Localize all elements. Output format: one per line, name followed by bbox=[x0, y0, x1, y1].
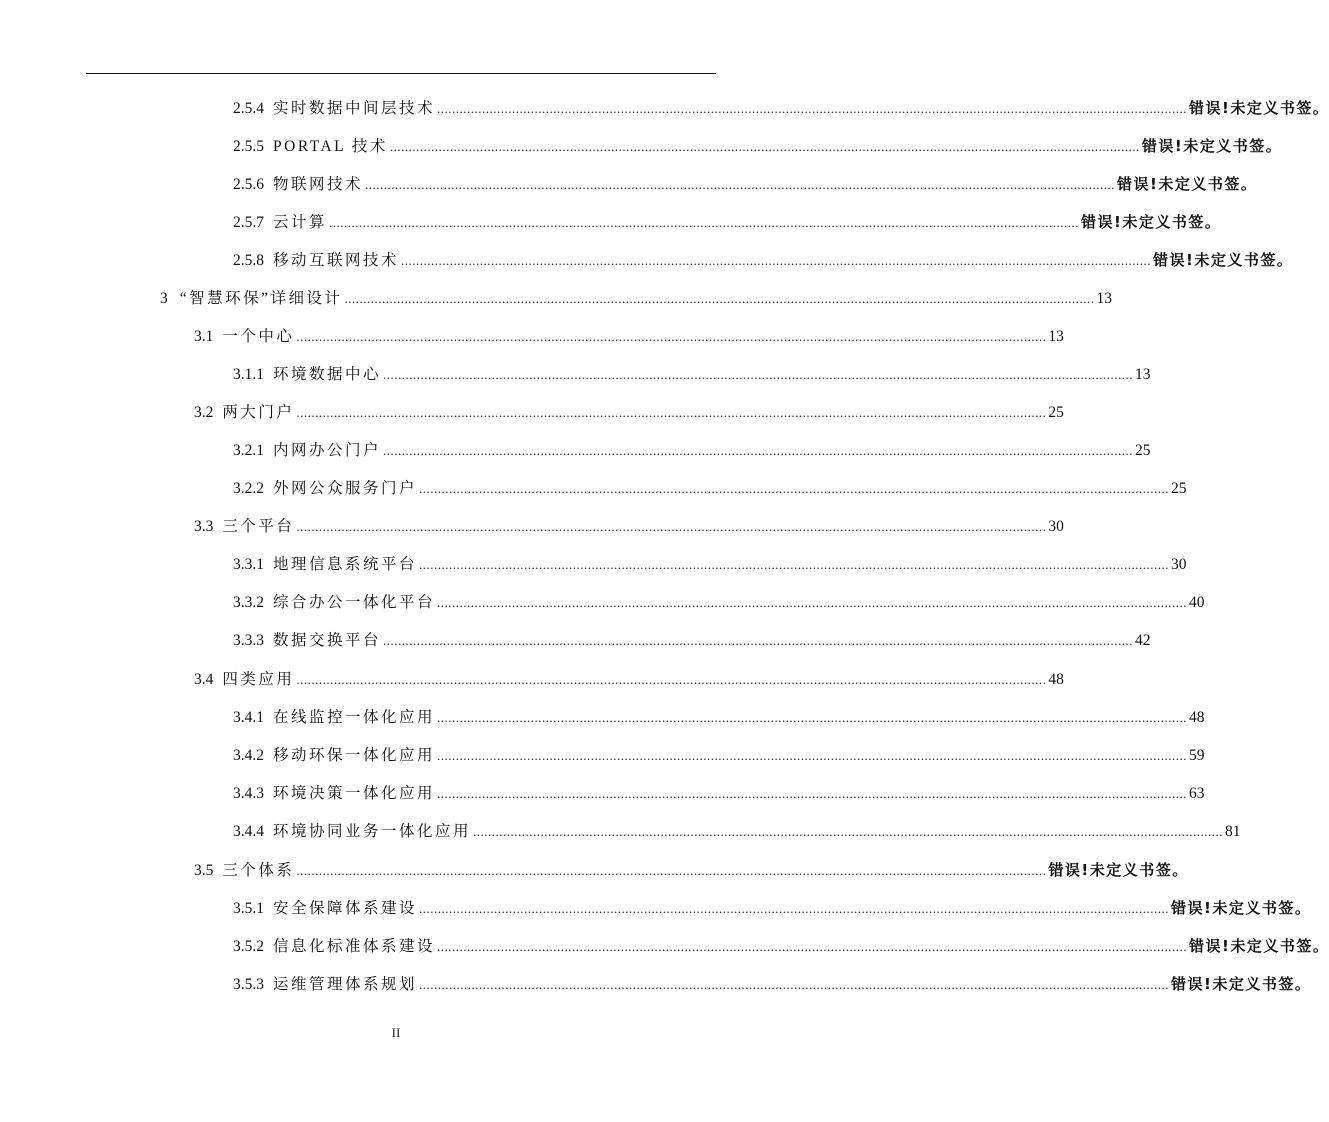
toc-entry-number: 3.3.3 bbox=[233, 632, 264, 650]
toc-entry-page: 25 bbox=[1171, 480, 1187, 497]
toc-entry-number: 2.5.6 bbox=[233, 176, 264, 194]
toc-dot-leader: ........................................................................................................................................................................................................ bbox=[296, 404, 1047, 420]
toc-entry[interactable] bbox=[233, 782, 1205, 806]
toc-entry-title: “智慧环保”详细设计 bbox=[179, 289, 343, 307]
toc-entry[interactable] bbox=[233, 134, 1283, 158]
toc-entry[interactable] bbox=[233, 972, 1312, 996]
toc-dot-leader: ........................................................................................................................................................................................................ bbox=[437, 101, 1188, 116]
toc-entry-number: 2.5.5 bbox=[233, 138, 264, 156]
toc-entry-title: 物联网技术 bbox=[273, 176, 364, 194]
toc-dot-leader: ........................................................................................................................................................................................................ bbox=[437, 785, 1188, 801]
toc-entry-title: 信息化标准体系建设 bbox=[273, 938, 436, 956]
toc-entry-bookmark-error: 错误!未定义书签。 bbox=[1153, 251, 1294, 270]
toc-entry-title: 实时数据中间层技术 bbox=[273, 100, 436, 117]
toc-entry-title: 三个平台 bbox=[222, 518, 295, 536]
toc-entry-page: 25 bbox=[1048, 403, 1064, 421]
toc-entry-bookmark-error: 错误!未定义书签。 bbox=[1189, 99, 1329, 117]
toc-entry-bookmark-error: 错误!未定义书签。 bbox=[1189, 937, 1329, 956]
toc-entry[interactable] bbox=[194, 858, 1189, 882]
toc-entry[interactable] bbox=[233, 477, 1187, 501]
toc-entry-title: 云计算 bbox=[273, 214, 328, 232]
toc-entry-number: 2.5.8 bbox=[233, 252, 264, 270]
toc-entry-title: 环境数据中心 bbox=[273, 365, 382, 383]
toc-entry[interactable] bbox=[194, 515, 1064, 539]
toc-entry[interactable] bbox=[233, 96, 1329, 120]
toc-entry-number: 3.5.1 bbox=[233, 900, 264, 918]
toc-entry[interactable] bbox=[233, 820, 1241, 844]
toc-entry-number: 3.2.1 bbox=[233, 441, 264, 459]
toc-entry-page: 63 bbox=[1189, 784, 1205, 802]
toc-dot-leader: ........................................................................................................................................................................................................ bbox=[296, 519, 1047, 535]
header-rule bbox=[86, 73, 716, 74]
toc-entry-number: 3.4.3 bbox=[233, 784, 264, 802]
toc-entry-title: 数据交换平台 bbox=[273, 632, 382, 650]
toc-entry-title: 运维管理体系规划 bbox=[273, 976, 418, 994]
toc-entry-number: 3.4.4 bbox=[233, 822, 264, 840]
toc-dot-leader: ........................................................................................................................................................................................................ bbox=[437, 939, 1188, 955]
toc-entry-title: 移动环保一体化应用 bbox=[273, 746, 436, 764]
toc-entry[interactable] bbox=[233, 706, 1205, 730]
toc-entry-page: 42 bbox=[1135, 632, 1151, 650]
toc-entry-bookmark-error: 错误!未定义书签。 bbox=[1171, 899, 1312, 918]
toc-entry-bookmark-error: 错误!未定义书签。 bbox=[1081, 213, 1222, 232]
toc-entry-title: 三个体系 bbox=[222, 862, 295, 879]
toc-dot-leader: ........................................................................................................................................................................................................ bbox=[473, 823, 1224, 839]
toc-entry-bookmark-error: 错误!未定义书签。 bbox=[1117, 175, 1258, 194]
toc-entry[interactable] bbox=[233, 439, 1151, 463]
toc-entry[interactable] bbox=[160, 287, 1113, 311]
toc-entry-number: 3.1.1 bbox=[233, 365, 264, 383]
toc-entry-title: 内网办公门户 bbox=[273, 441, 382, 459]
toc-dot-leader: ........................................................................................................................................................................................................ bbox=[437, 747, 1188, 763]
toc-entry-number: 3.3 bbox=[194, 518, 214, 536]
toc-entry-number: 3.4 bbox=[194, 670, 214, 688]
toc-entry-page: 48 bbox=[1048, 670, 1064, 688]
toc-entry[interactable] bbox=[233, 934, 1329, 958]
toc-dot-leader: ........................................................................................................................................................................................................ bbox=[365, 177, 1116, 193]
toc-entry[interactable] bbox=[233, 248, 1294, 272]
toc-entry[interactable] bbox=[233, 172, 1258, 196]
toc-dot-leader: ........................................................................................................................................................................................................ bbox=[383, 633, 1134, 649]
toc-dot-leader: ........................................................................................................................................................................................................ bbox=[344, 290, 1095, 306]
toc-entry[interactable] bbox=[194, 668, 1064, 692]
toc-entry-title: 综合办公一体化平台 bbox=[273, 594, 436, 612]
toc-dot-leader: ........................................................................................................................................................................................................ bbox=[383, 442, 1134, 458]
toc-entry-page: 13 bbox=[1096, 289, 1113, 307]
toc-entry-page: 48 bbox=[1189, 708, 1205, 726]
toc-entry-page: 81 bbox=[1225, 822, 1241, 840]
toc-dot-leader: ........................................................................................................................................................................................................ bbox=[296, 328, 1047, 344]
toc-entry-number: 3.4.2 bbox=[233, 746, 264, 764]
toc-entry-title: 两大门户 bbox=[222, 403, 295, 421]
toc-entry[interactable] bbox=[233, 591, 1205, 615]
toc-entry-title: 外网公众服务门户 bbox=[273, 480, 418, 497]
toc-dot-leader: ........................................................................................................................................................................................................ bbox=[419, 977, 1170, 993]
toc-entry-number: 2.5.7 bbox=[233, 214, 264, 232]
toc-dot-leader: ........................................................................................................................................................................................................ bbox=[296, 863, 1047, 878]
toc-entry[interactable] bbox=[194, 325, 1064, 349]
toc-entry-number: 3.3.1 bbox=[233, 556, 264, 574]
toc-dot-leader: ........................................................................................................................................................................................................ bbox=[437, 709, 1188, 725]
toc-entry-page: 40 bbox=[1189, 594, 1205, 612]
toc-dot-leader: ........................................................................................................................................................................................................ bbox=[419, 901, 1170, 917]
toc-entry-title: 环境协同业务一体化应用 bbox=[273, 822, 472, 840]
toc-entry-number: 2.5.4 bbox=[233, 100, 264, 117]
toc-entry-number: 3.5.2 bbox=[233, 938, 264, 956]
toc-dot-leader: ........................................................................................................................................................................................................ bbox=[296, 671, 1047, 687]
toc-dot-leader: ........................................................................................................................................................................................................ bbox=[419, 557, 1170, 573]
toc-entry-title: 在线监控一体化应用 bbox=[273, 708, 436, 726]
toc-entry-title: 地理信息系统平台 bbox=[273, 556, 418, 574]
toc-entry-number: 3.2.2 bbox=[233, 480, 264, 497]
toc-entry-number: 3.5 bbox=[194, 862, 214, 879]
toc-entry-number: 3 bbox=[160, 289, 168, 307]
toc-entry-title: 移动互联网技术 bbox=[273, 252, 400, 270]
toc-entry[interactable] bbox=[194, 401, 1064, 425]
toc-dot-leader: ........................................................................................................................................................................................................ bbox=[389, 139, 1140, 155]
toc-entry-page: 30 bbox=[1048, 518, 1064, 536]
toc-entry-number: 3.1 bbox=[194, 327, 214, 345]
toc-entry[interactable] bbox=[233, 896, 1312, 920]
toc-entry-title: PORTAL 技术 bbox=[273, 138, 388, 156]
toc-dot-leader: ........................................................................................................................................................................................................ bbox=[401, 253, 1152, 269]
toc-entry-bookmark-error: 错误!未定义书签。 bbox=[1141, 137, 1283, 156]
toc-entry-bookmark-error: 错误!未定义书签。 bbox=[1048, 861, 1189, 879]
toc-entry-page: 13 bbox=[1048, 327, 1064, 345]
toc-dot-leader: ........................................................................................................................................................................................................ bbox=[437, 595, 1188, 611]
toc-entry-title: 环境决策一体化应用 bbox=[273, 784, 436, 802]
toc-entry[interactable] bbox=[233, 363, 1151, 387]
toc-entry[interactable] bbox=[233, 744, 1205, 768]
toc-entry-number: 3.4.1 bbox=[233, 708, 264, 726]
toc-entry-page: 13 bbox=[1135, 365, 1151, 383]
toc-entry[interactable] bbox=[233, 553, 1187, 577]
footer-page-number: II bbox=[391, 1025, 401, 1040]
toc-entry[interactable] bbox=[233, 210, 1222, 234]
toc-entry-title: 安全保障体系建设 bbox=[273, 900, 418, 918]
toc-entry-title: 四类应用 bbox=[222, 670, 295, 688]
toc-entry-title: 一个中心 bbox=[222, 327, 295, 345]
toc-entry-page: 59 bbox=[1189, 746, 1205, 764]
toc-entry-page: 30 bbox=[1171, 556, 1187, 574]
toc-dot-leader: ........................................................................................................................................................................................................ bbox=[383, 366, 1134, 382]
toc-entry-number: 3.2 bbox=[194, 403, 214, 421]
toc-entry-page: 25 bbox=[1135, 441, 1151, 459]
toc-entry-bookmark-error: 错误!未定义书签。 bbox=[1171, 975, 1312, 994]
toc-entry[interactable] bbox=[233, 629, 1151, 653]
toc-dot-leader: ........................................................................................................................................................................................................ bbox=[419, 481, 1170, 496]
toc-dot-leader: ........................................................................................................................................................................................................ bbox=[329, 215, 1080, 231]
toc-entry-number: 3.5.3 bbox=[233, 976, 264, 994]
toc-entry-number: 3.3.2 bbox=[233, 594, 264, 612]
